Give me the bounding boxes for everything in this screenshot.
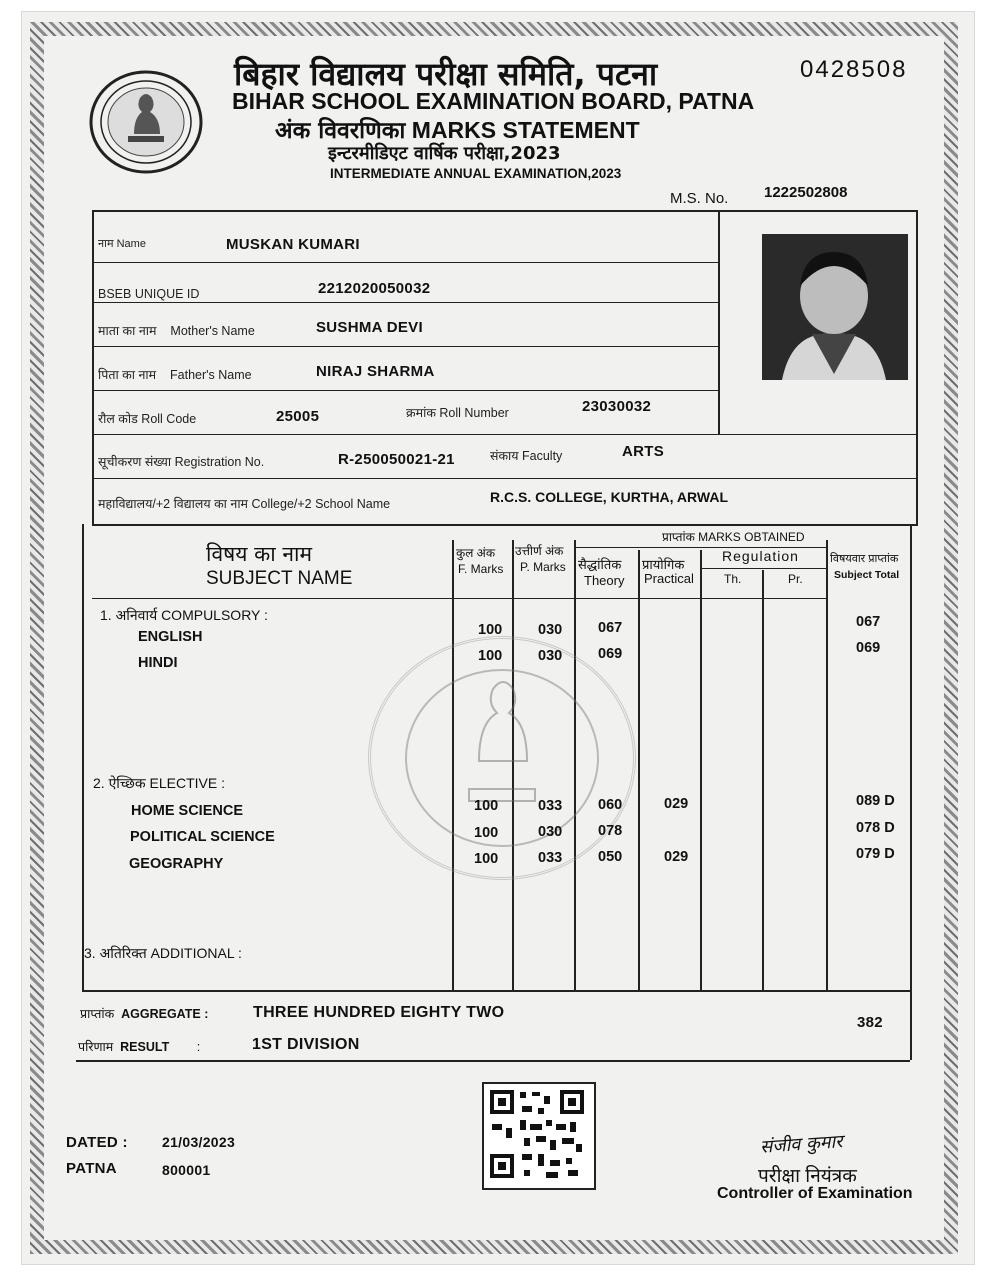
table-bottom-line: [82, 990, 910, 992]
father-name: NIRAJ SHARMA: [316, 363, 435, 380]
theory-marks-cell: 078: [598, 823, 623, 839]
statement-title-hindi: अंक विवरणिका: [275, 118, 406, 144]
serial-number: 0428508: [800, 56, 908, 83]
result-label-english: RESULT: [120, 1040, 170, 1054]
info-top-line: [92, 210, 918, 212]
student-name: MUSKAN KUMARI: [226, 236, 360, 253]
roll-number-label: क्रमांक Roll Number: [406, 406, 509, 420]
subject-total-header-hindi: विषयवार प्राप्तांक: [830, 553, 899, 565]
roll-number-value: 23030032: [582, 398, 652, 415]
full-marks-cell: 100: [474, 825, 499, 841]
registration-value: R-250050021-21: [338, 451, 455, 468]
dated-label: DATED :: [66, 1134, 128, 1151]
regulation-header: Regulation: [722, 548, 799, 564]
result-value: 1ST DIVISION: [252, 1036, 360, 1053]
bseb-logo: [88, 70, 204, 174]
subject-total-header-english: Subject Total: [834, 569, 900, 581]
theory-marks-cell: 069: [598, 646, 623, 662]
subject-total-cell: 079 D: [856, 846, 895, 862]
father-label-english: Father's Name: [170, 368, 252, 382]
table-header-bottom: [92, 598, 826, 599]
date-value: 21/03/2023: [162, 1134, 236, 1150]
full-marks-header-english: F. Marks: [458, 562, 504, 576]
practical-marks-cell: 029: [664, 849, 689, 865]
result-label-hindi: परिणाम: [78, 1040, 114, 1054]
theory-marks-cell: 050: [598, 849, 623, 865]
theory-marks-cell: 067: [598, 620, 623, 636]
ms-no-value: 1222502808: [764, 184, 848, 201]
theory-header-english: Theory: [584, 573, 625, 588]
row-line-4: [92, 390, 718, 391]
subject-total-cell: 069: [856, 640, 881, 656]
faculty-value: ARTS: [622, 443, 665, 460]
full-marks-cell: 100: [478, 622, 503, 638]
father-label: [98, 366, 252, 383]
student-photo: [762, 234, 908, 380]
col-line-reg: [700, 550, 702, 990]
practical-marks-cell: 029: [664, 796, 689, 812]
theory-header-hindi: सैद्धांतिक: [578, 557, 622, 572]
subject-total-cell: 089 D: [856, 793, 895, 809]
pass-marks-header-hindi: उत्तीर्ण अंक: [515, 544, 564, 558]
qr-code: [482, 1082, 596, 1190]
table-top-line: [92, 524, 918, 526]
subject-name: ENGLISH: [138, 629, 203, 645]
subject-name: HOME SCIENCE: [131, 803, 243, 819]
pass-marks-cell: 030: [538, 622, 563, 638]
controller-signature: संजीव कुमार: [759, 1131, 844, 1158]
subject-name: POLITICAL SCIENCE: [130, 829, 275, 845]
col-line-practical: [638, 550, 640, 990]
result-bottom-line: [76, 1060, 910, 1062]
college-label: महाविद्यालय/+2 विद्यालय का नाम College/+2 School Name: [98, 497, 391, 511]
marks-obtained-header: प्राप्तांक MARKS OBTAINED: [662, 530, 805, 544]
col-line-total: [826, 540, 828, 990]
controller-title-hindi: परीक्षा नियंत्रक: [758, 1166, 857, 1187]
college-value: R.C.S. COLLEGE, KURTHA, ARWAL: [490, 489, 728, 505]
regulation-line: [700, 568, 826, 569]
theory-marks-cell: 060: [598, 797, 623, 813]
aggregate-words: THREE HUNDRED EIGHTY TWO: [253, 1004, 505, 1021]
pass-marks-cell: 030: [538, 648, 563, 664]
elective-section-label: 2. ऐच्छिक ELECTIVE :: [93, 775, 226, 791]
result-label: [78, 1038, 200, 1055]
exam-name-english: INTERMEDIATE ANNUAL EXAMINATION,2023: [330, 166, 622, 181]
statement-title-english: MARKS STATEMENT: [411, 117, 640, 143]
subject-name: HINDI: [138, 655, 178, 671]
board-name-hindi: बिहार विद्यालय परीक्षा समिति, पटना: [234, 55, 658, 93]
pass-marks-header-english: P. Marks: [520, 560, 566, 574]
info-photo-divider: [718, 210, 720, 435]
row-line-2: [92, 302, 718, 303]
practical-header-english: Practical: [644, 571, 694, 586]
mother-label-english: Mother's Name: [170, 324, 255, 338]
pass-marks-cell: 033: [538, 798, 563, 814]
practical-header-hindi: प्रायोगिक: [642, 557, 685, 572]
board-name-english: BIHAR SCHOOL EXAMINATION BOARD, PATNA: [232, 88, 755, 114]
full-marks-cell: 100: [474, 798, 499, 814]
mother-label: [98, 322, 255, 339]
row-line-1: [92, 262, 718, 263]
subject-total-cell: 067: [856, 614, 881, 630]
roll-code-label: रौल कोड Roll Code: [98, 412, 197, 426]
aggregate-label-hindi: प्राप्तांक: [80, 1007, 115, 1021]
exam-name-hindi: इन्टरमीडिएट वार्षिक परीक्षा,2023: [328, 143, 561, 164]
table-left-line: [82, 524, 84, 990]
uid-value: 2212020050032: [318, 280, 431, 297]
registration-label: सूचीकरण संख्या Registration No.: [98, 455, 265, 469]
aggregate-total: 382: [857, 1014, 883, 1031]
name-label: नाम Name: [98, 238, 146, 250]
result-colon: :: [196, 1040, 201, 1054]
full-marks-cell: 100: [474, 851, 499, 867]
pass-marks-cell: 033: [538, 850, 563, 866]
aggregate-label: [80, 1005, 208, 1022]
subject-total-cell: 078 D: [856, 820, 895, 836]
regulation-theory-header: Th.: [724, 572, 742, 586]
uid-label: BSEB UNIQUE ID: [98, 287, 200, 301]
ms-no-label: M.S. No.: [670, 190, 729, 207]
pin-value: 800001: [162, 1162, 211, 1178]
pass-marks-cell: 030: [538, 824, 563, 840]
row-line-3: [92, 346, 718, 347]
faculty-label: संकाय Faculty: [490, 449, 563, 463]
aggregate-label-english: AGGREGATE :: [121, 1007, 209, 1021]
mother-name: SUSHMA DEVI: [316, 319, 423, 336]
row-line-5: [92, 434, 918, 435]
table-right-line: [910, 524, 912, 1060]
mother-label-hindi: माता का नाम: [98, 324, 157, 338]
additional-section-label: 3. अतिरिक्त ADDITIONAL :: [84, 945, 242, 961]
subject-header-english: SUBJECT NAME: [206, 568, 353, 589]
col-line-reg-mid: [762, 570, 764, 990]
compulsory-section-label: 1. अनिवार्य COMPULSORY :: [100, 607, 268, 623]
row-line-6: [92, 478, 918, 479]
controller-title-english: Controller of Examination: [717, 1185, 913, 1202]
regulation-practical-header: Pr.: [788, 572, 803, 586]
subject-name: GEOGRAPHY: [129, 856, 224, 872]
board-seal-stamp: [368, 636, 636, 880]
full-marks-cell: 100: [478, 648, 503, 664]
father-label-hindi: पिता का नाम: [98, 368, 157, 382]
place-label: PATNA: [66, 1160, 117, 1177]
subject-header-hindi: विषय का नाम: [206, 542, 313, 566]
roll-code-value: 25005: [276, 408, 320, 425]
full-marks-header-hindi: कुल अंक: [456, 546, 496, 560]
